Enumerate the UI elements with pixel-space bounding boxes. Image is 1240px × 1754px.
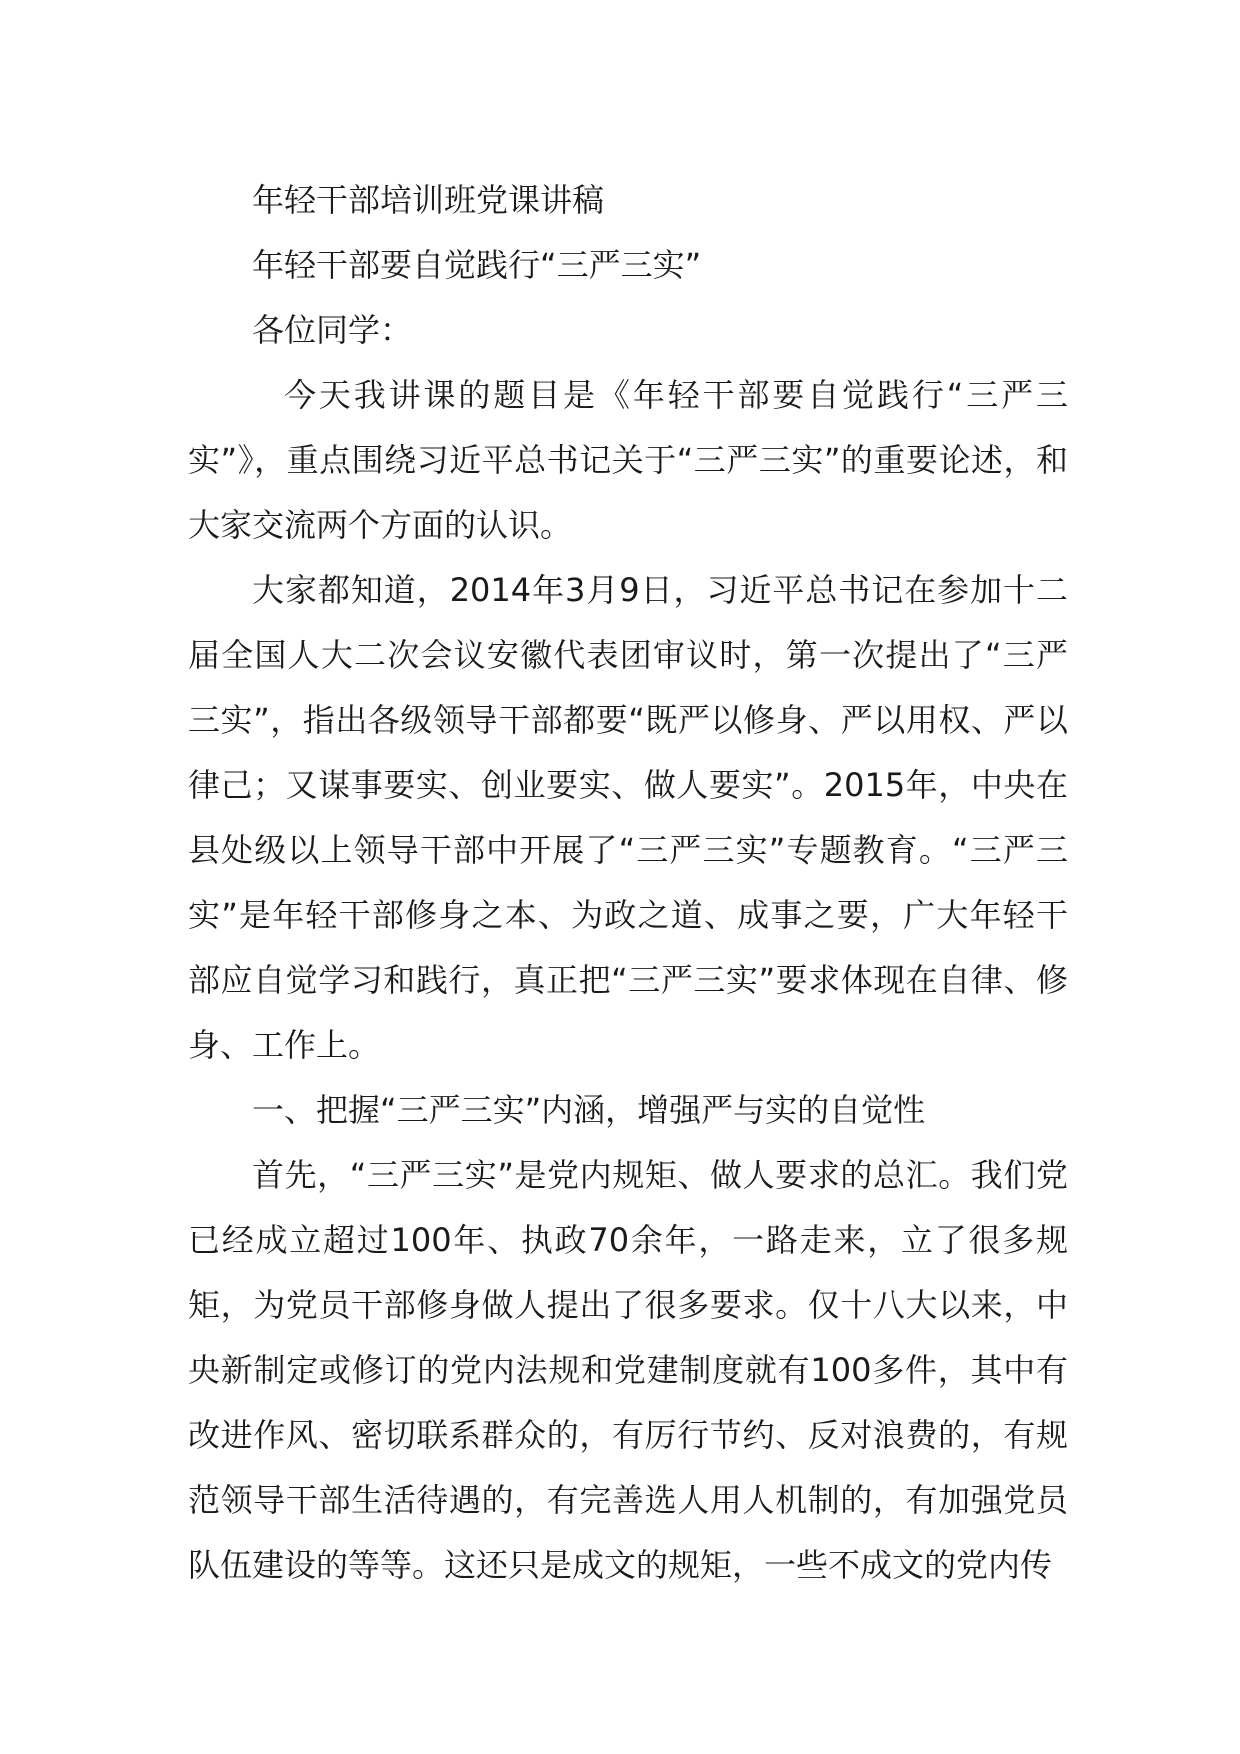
- section-heading: 一、把握“三严三实”内涵，增强严与实的自觉性: [252, 1091, 926, 1129]
- section-paragraph: 首先，“三严三实”是党内规矩、做人要求的总汇。我们党已经成立超过100年、执政70余年，一路走来，立了很多规矩，为党员干部修身做人提出了很多要求。仅十八大以来，中央新制定或修订的党内法规和党建制度就有100多件，其中有改进作风、密切联系群众的，有厉行节约、反对浪费的，有规范领导干部生活待遇的，有完善选人用人机制的，有加强党员队伍建设的等等。这还只是成文的规矩，一些不成文的党内传: [188, 1156, 1068, 1584]
- document-subtitle: 年轻干部要自觉践行“三严三实”: [252, 246, 702, 284]
- document-title: 年轻干部培训班党课讲稿: [252, 181, 605, 219]
- document-body: [188, 168, 1068, 1598]
- salutation: 各位同学：: [252, 311, 413, 349]
- intro-paragraph: 今天我讲课的题目是《年轻干部要自觉践行“三严三实”》，重点围绕习近平总书记关于“三严三实”的重要论述，和大家交流两个方面的认识。: [188, 376, 1068, 544]
- background-paragraph: 大家都知道，2014年3月9日，习近平总书记在参加十二届全国人大二次会议安徽代表团审议时，第一次提出了“三严三实”，指出各级领导干部都要“既严以修身、严以用权、严以律己；又谋事要实、创业要实、做人要实”。2015年，中央在县处级以上领导干部中开展了“三严三实”专题教育。“三严三实”是年轻干部修身之本、为政之道、成事之要，广大年轻干部应自觉学习和践行，真正把“三严三实”要求体现在自律、修身、工作上。: [188, 571, 1068, 1064]
